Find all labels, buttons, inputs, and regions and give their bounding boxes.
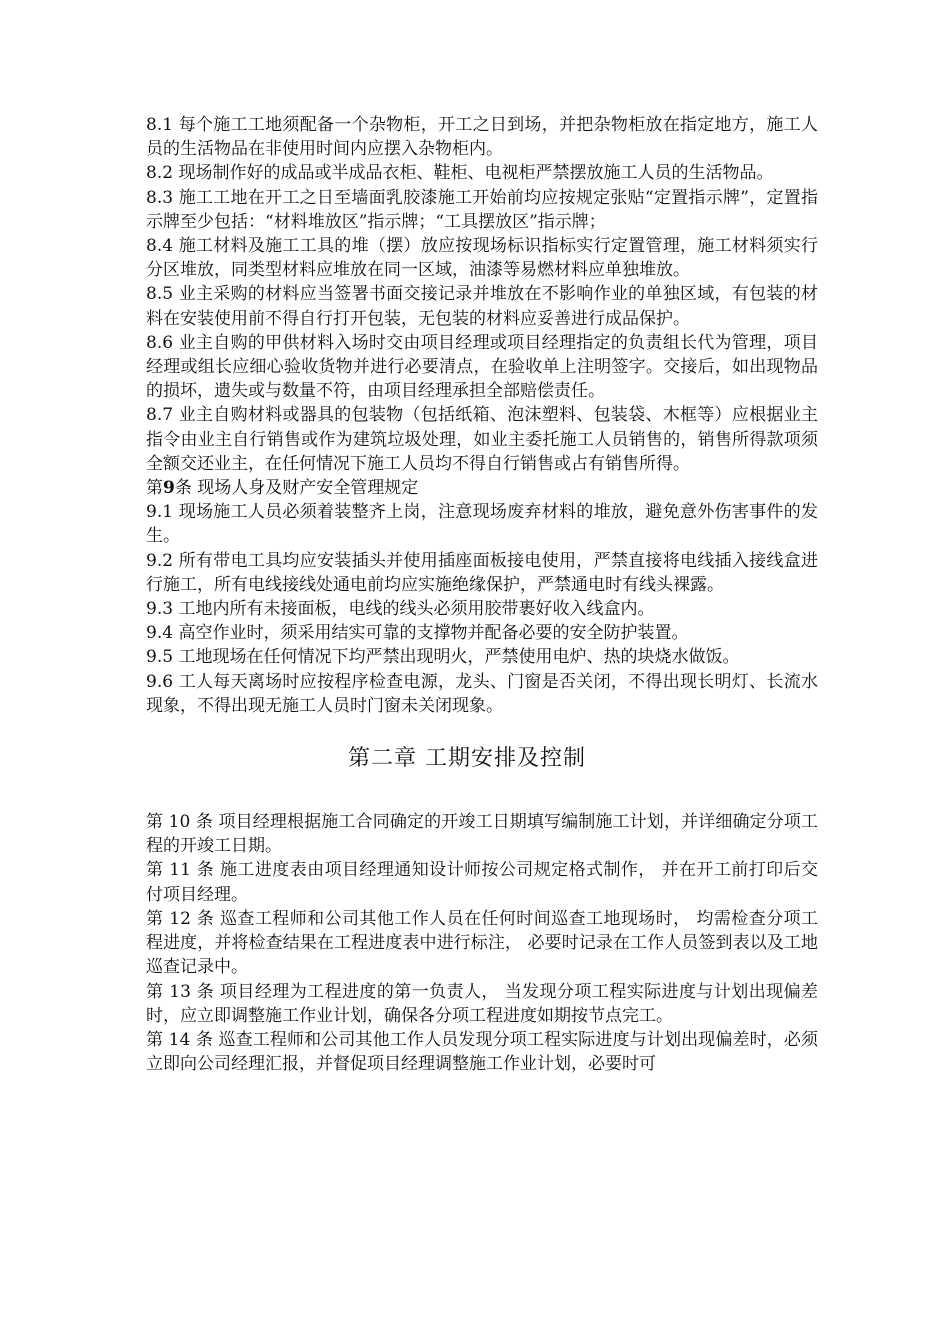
chapter-title: 第二章 工期安排及控制 [348,746,586,772]
clause-9-3: 9.3 工地内所有未接面板，电线的线头必须用胶带裹好收入线盒内。 [146,599,655,620]
article-10: 第 10 条 项目经理根据施工合同确定的开竣工日期填写编制施工计划，并详细确定分项工程的开竣工日期。 [146,812,818,857]
clause-8-2: 8.2 现场制作好的成品或半成品衣柜、鞋柜、电视柜严禁摆放施工人员的生活物品。 [146,163,774,184]
article-9-prefix: 第 [146,478,163,499]
clause-8-6: 8.6 业主自购的甲供材料入场时交由项目经理或项目经理指定的负责组长代为管理，项目经理或组长应细心验收货物并进行必要清点，在验收单上注明签字。交接后，如出现物品的损坏，遗失或与数量不符，由项目经理承担全部赔偿责任。 [146,332,818,402]
clause-8-3: 8.3 施工工地在开工之日至墙面乳胶漆施工开始前均应按规定张贴“定置指示牌”，定置指示牌至少包括：“材料堆放区”指示牌；“工具摆放区”指示牌； [146,187,818,232]
clause-9-5: 9.5 工地现场在任何情况下均严禁出现明火，严禁使用电炉、热的块烧水做饭。 [146,647,740,668]
clause-8-4: 8.4 施工材料及施工工具的堆（摆）放应按现场标识指标实行定置管理，施工材料须实行分区堆放，同类型材料应堆放在同一区域，油漆等易燃材料应单独堆放。 [146,236,818,281]
article-13: 第 13 条 项目经理为工程进度的第一负责人， 当发现分项工程实际进度与计划出现偏差时，应立即调整施工作业计划，确保各分项工程进度如期按节点完工。 [146,981,818,1026]
article-9-heading [146,476,818,500]
article-11: 第 11 条 施工进度表由项目经理通知设计师按公司规定格式制作， 并在开工前打印后交付项目经理。 [146,860,818,905]
clause-8-1: 8.1 每个施工工地须配备一个杂物柜，开工之日到场，并把杂物柜放在指定地方，施工人员的生活物品在非使用时间内应摆入杂物柜内。 [146,115,818,160]
clause-9-6: 9.6 工人每天离场时应按程序检查电源，龙头、门窗是否关闭，不得出现长明灯、长流水现象，不得出现无施工人员时门窗未关闭现象。 [146,671,818,716]
article-9-number: 9 [163,478,175,499]
article-14: 第 14 条 巡查工程师和公司其他工作人员发现分项工程实际进度与计划出现偏差时，必须立即向公司经理汇报，并督促项目经理调整施工作业计划，必要时可 [146,1029,818,1075]
clause-9-1: 9.1 现场施工人员必须着装整齐上岗，注意现场废弃材料的堆放，避免意外伤害事件的发生。 [146,502,818,547]
clause-8-7: 8.7 业主自购材料或器具的包装物（包括纸箱、泡沫塑料、包装袋、木框等）应根据业主指令由业主自行销售或作为建筑垃圾处理，如业主委托施工人员销售的，销售所得款项须全额交还业主，在任何情况下施工人员均不得自行销售或占有销售所得。 [146,405,818,474]
article-9-title: 条 现场人身及财产安全管理规定 [174,478,419,499]
clause-9-4: 9.4 高空作业时，须采用结实可靠的支撑物并配备必要的安全防护装置。 [146,623,689,644]
article-12: 第 12 条 巡查工程师和公司其他工作人员在任何时间巡查工地现场时， 均需检查分项工程进度，并将检查结果在工程进度表中进行标注， 必要时记录在工作人员签到表以及工地巡查记录中。 [146,908,818,978]
document-page [146,113,818,1076]
clause-9-2: 9.2 所有带电工具均应安装插头并使用插座面板接电使用，严禁直接将电线插入接线盒进行施工，所有电线接线处通电前均应实施绝缘保护，严禁通电时有线头裸露。 [146,550,818,595]
clause-8-5: 8.5 业主采购的材料应当签署书面交接记录并堆放在不影响作业的单独区域，有包装的材料在安装使用前不得自行打开包装，无包装的材料应妥善进行成品保护。 [146,284,818,329]
